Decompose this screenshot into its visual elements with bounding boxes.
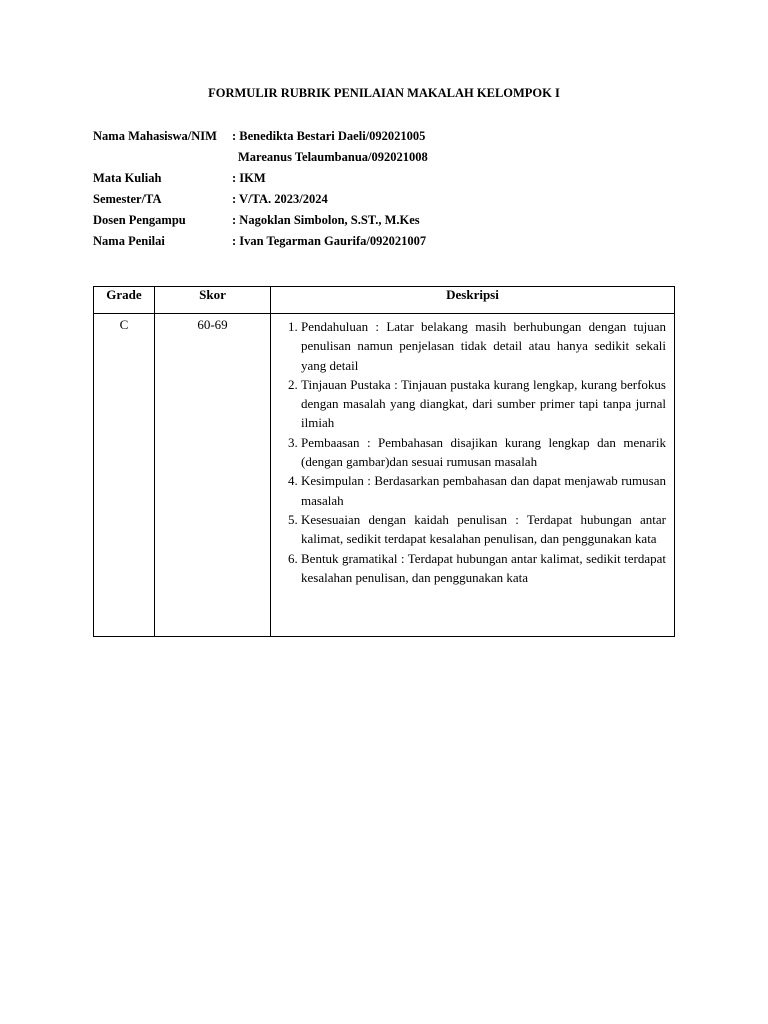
info-row-semester: [93, 191, 428, 212]
list-item: 4. Kesimpulan : Berdasarkan pembahasan dan dapat menjawab rumusan masalah: [301, 471, 666, 510]
list-item: 6. Bentuk gramatikal : Terdapat hubungan antar kalimat, sedikit terdapat kesalahan penulisan, dan penggunakan kata: [301, 549, 666, 588]
deskripsi-cell: [271, 314, 675, 637]
table-row: [94, 314, 675, 637]
info-row-dosen: [93, 212, 428, 233]
list-item: 3. Pembaasan : Pembahasan disajikan kurang lengkap dan menarik (dengan gambar)dan sesuai rumusan masalah: [301, 433, 666, 472]
mata-kuliah-label: Mata Kuliah: [93, 171, 162, 185]
penilai-value: : Ivan Tegarman Gaurifa/092021007: [232, 234, 427, 248]
rubric-table: [93, 286, 675, 637]
skor-cell: 60-69: [155, 314, 271, 637]
deskripsi-list: [279, 317, 666, 587]
grade-cell: C: [94, 314, 155, 637]
dosen-label: Dosen Pengampu: [93, 213, 186, 227]
semester-label: Semester/TA: [93, 192, 162, 206]
info-row-penilai: [93, 233, 428, 254]
info-row-nama-2: [93, 149, 428, 170]
info-block: [93, 128, 428, 254]
grade-header: Grade: [94, 287, 155, 314]
list-item: 2. Tinjauan Pustaka : Tinjauan pustaka kurang lengkap, kurang berfokus dengan masalah yang diangkat, dari sumber primer tapi tanpa jurnal ilmiah: [301, 375, 666, 433]
dosen-value: : Nagoklan Simbolon, S.ST., M.Kes: [232, 213, 420, 227]
table-header-row: [94, 287, 675, 314]
list-item: 5. Kesesuaian dengan kaidah penulisan : Terdapat hubungan antar kalimat, sedikit terdapat kesalahan penulisan, dan penggunakan kata: [301, 510, 666, 549]
page-title: FORMULIR RUBRIK PENILAIAN MAKALAH KELOMPOK I: [208, 86, 560, 100]
list-item: 1. Pendahuluan : Latar belakang masih berhubungan dengan tujuan penulisan namun penjelasan tidak detail atau hanya sedikit sekali yang detail: [301, 317, 666, 375]
info-row-mata-kuliah: [93, 170, 428, 191]
nama-value: : Benedikta Bestari Daeli/092021005: [232, 129, 426, 143]
nama-value-2: Mareanus Telaumbanua/092021008: [238, 150, 428, 164]
nama-label: Nama Mahasiswa/NIM: [93, 129, 217, 143]
skor-header: Skor: [155, 287, 271, 314]
semester-value: : V/TA. 2023/2024: [232, 192, 328, 206]
info-row-nama: [93, 128, 428, 149]
deskripsi-header: Deskripsi: [271, 287, 675, 314]
penilai-label: Nama Penilai: [93, 234, 165, 248]
mata-kuliah-value: : IKM: [232, 171, 266, 185]
